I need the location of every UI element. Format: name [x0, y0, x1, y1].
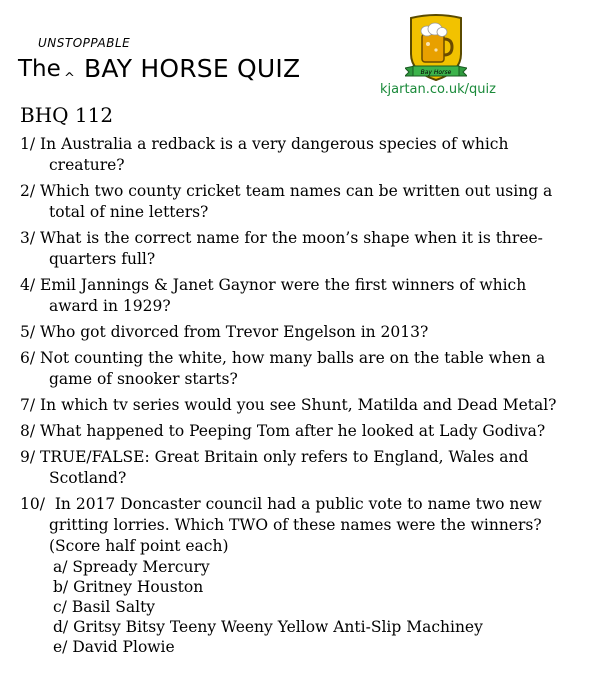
option-a: a/ Spready Mercury [53, 558, 210, 576]
question-5: 5/ Who got divorced from Trevor Engelson in 2013? [20, 323, 429, 341]
question-4: 4/ Emil Jannings & Janet Gaynor were the first winners of which award in 1929? [20, 276, 527, 315]
quiz-id: BHQ 112 [20, 103, 114, 127]
title-prefix: The [18, 56, 61, 82]
question-2: 2/ Which two county cricket team names can be written out using a total of nine letters? [20, 182, 553, 221]
option-e: e/ David Plowie [53, 638, 175, 656]
question-list [20, 134, 580, 662]
option-b: b/ Gritney Houston [53, 578, 204, 596]
website-link[interactable]: kjartan.co.uk/quiz [380, 82, 496, 97]
question-7: 7/ In which tv series would you see Shunt, Matilda and Dead Metal? [20, 396, 557, 414]
answer-options [53, 557, 580, 657]
question-6: 6/ Not counting the white, how many balls are on the table when a game of snooker starts? [20, 349, 546, 388]
bay-horse-beer-logo [405, 14, 467, 84]
question-1: 1/ In Australia a redback is a very dangerous species of which creature? [20, 135, 509, 174]
question-3: 3/ What is the correct name for the moon’s shape when it is three-quarters full? [20, 229, 543, 268]
option-c: c/ Basil Salty [53, 598, 156, 616]
question-10: 10/ In 2017 Doncaster council had a public vote to name two new gritting lorries. Which TWO of these names were the winners? (Score half point each) a/ Spready Mercury b/ Gritney Houston c/ Basil Salty d/ Gritsy Bitsy Teeny Weeny Yellow Anti-Slip Machiney e/ David Plowie [20, 494, 580, 657]
question-9: 9/ TRUE/FALSE: Great Britain only refers to England, Wales and Scotland? [20, 448, 529, 487]
insert-caret: ^ [64, 71, 75, 86]
question-8: 8/ What happened to Peeping Tom after he looked at Lady Godiva? [20, 422, 546, 440]
logo-banner-text: Bay Horse [420, 69, 452, 76]
page-title: BAY HORSE QUIZ [84, 54, 301, 83]
option-d: d/ Gritsy Bitsy Teeny Weeny Yellow Anti-Slip Machiney [53, 618, 483, 636]
tagline: UNSTOPPABLE [38, 36, 131, 50]
